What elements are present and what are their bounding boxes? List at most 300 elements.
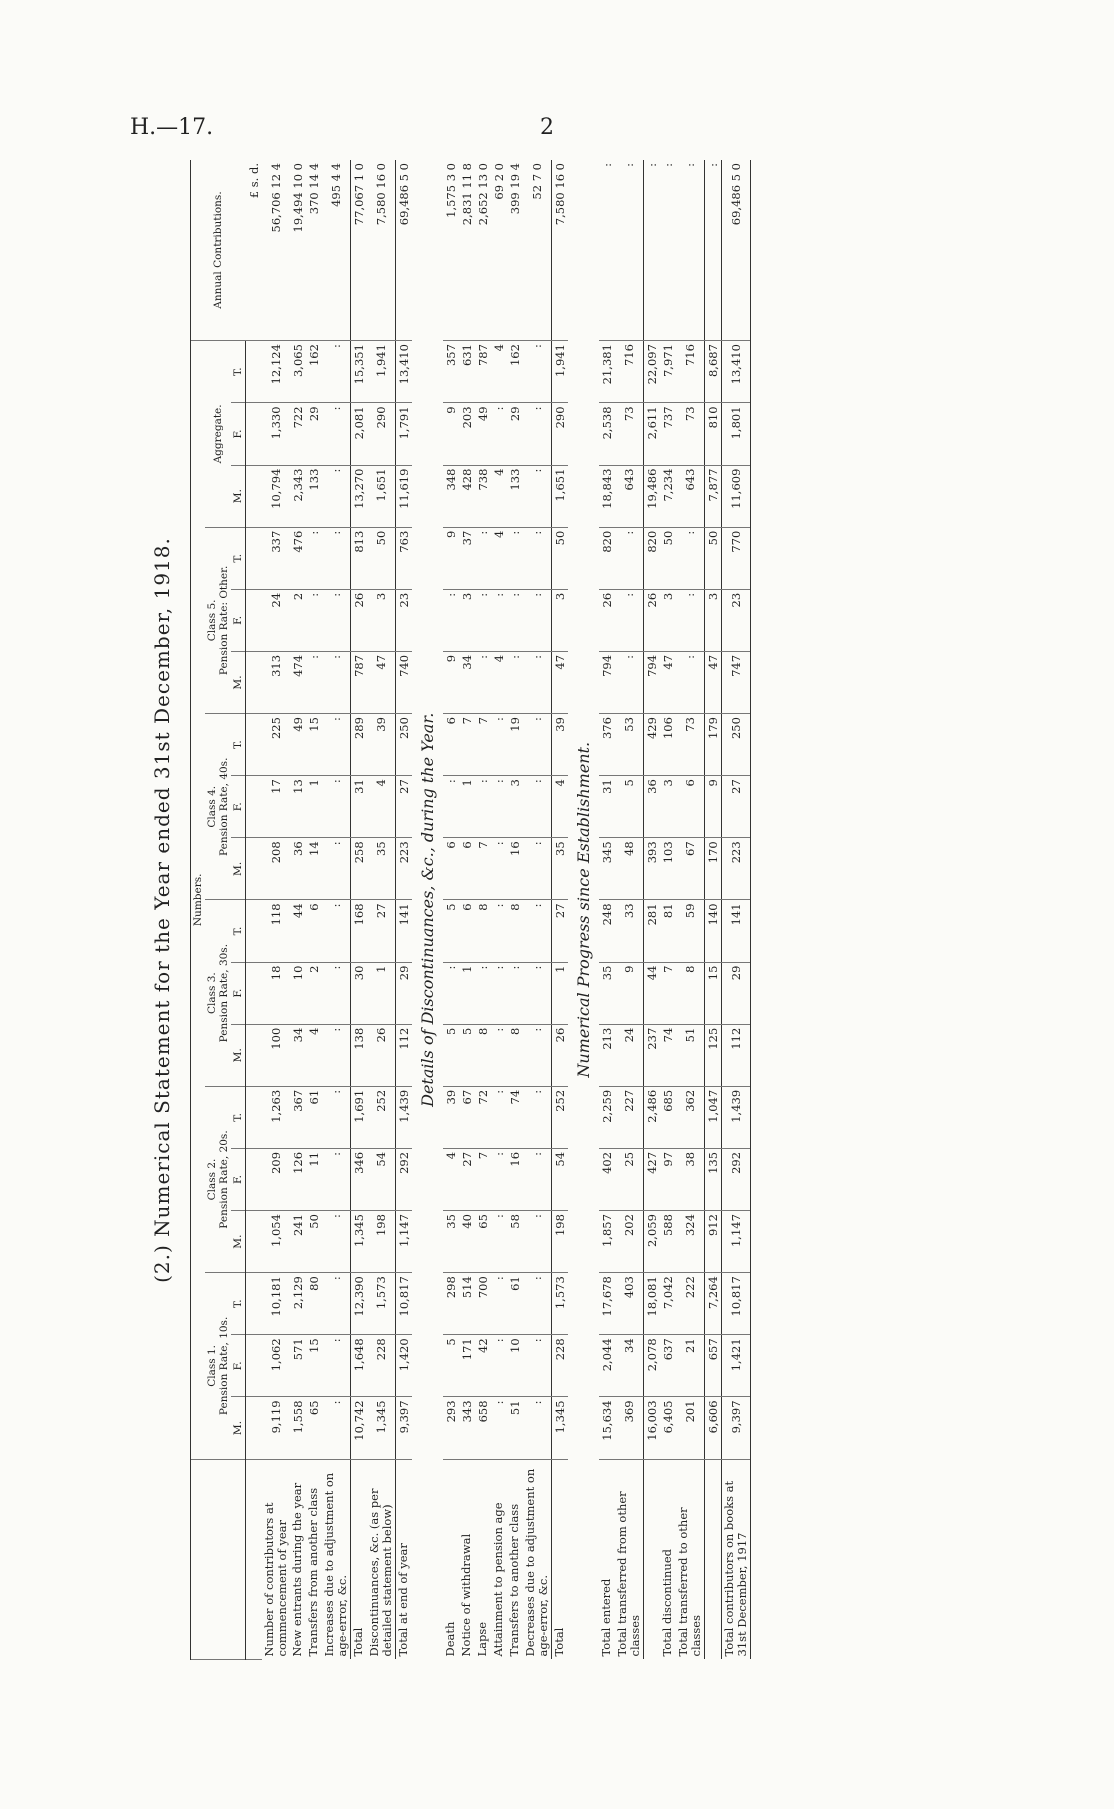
number-cell: 9,397	[721, 1397, 750, 1459]
class-header	[205, 1086, 231, 1272]
number-cell: 222	[676, 1273, 705, 1335]
row-label: Transfers from another class	[306, 1487, 320, 1657]
number-cell: 59	[676, 900, 705, 962]
row-label: Total entered	[599, 1578, 613, 1657]
class-name: Class 5.	[206, 599, 218, 642]
number-cell: 289	[350, 714, 367, 776]
row-label: New entrants during the year	[290, 1482, 304, 1657]
number-cell: 26	[350, 589, 367, 651]
number-cell: 281	[643, 900, 660, 962]
units-cell	[246, 1335, 262, 1397]
number-cell: 39	[443, 1086, 459, 1148]
number-cell: :	[491, 838, 507, 900]
number-cell: :	[322, 589, 351, 651]
number-cell: 1	[306, 776, 322, 838]
row-label: Transfers to another class	[507, 1503, 521, 1657]
number-cell: 747	[721, 651, 750, 713]
number-cell: 26	[599, 589, 615, 651]
class-name: Class 4.	[206, 785, 218, 828]
number-cell: 227	[615, 1086, 644, 1148]
contribution-cell: 1,575 3 0	[443, 160, 459, 341]
number-cell: 1	[551, 962, 568, 1024]
number-cell: 58	[507, 1211, 523, 1273]
number-cell: 1,345	[350, 1211, 367, 1273]
number-cell: :	[523, 651, 552, 713]
number-cell: 133	[507, 465, 523, 527]
number-cell: 3	[551, 589, 568, 651]
number-cell: :	[523, 900, 552, 962]
units-cell	[246, 527, 262, 589]
number-cell: 112	[721, 1024, 750, 1086]
number-cell: 369	[615, 1397, 644, 1459]
number-cell: 179	[704, 714, 721, 776]
number-cell: 8,687	[704, 341, 721, 403]
number-cell: 213	[599, 1024, 615, 1086]
number-cell: 1,801	[721, 403, 750, 465]
number-cell: :	[507, 589, 523, 651]
sex-column-header: T.	[231, 714, 246, 776]
row-label-header	[205, 1459, 231, 1659]
sex-column-header: M.	[231, 465, 246, 527]
class-name: Class 3.	[206, 972, 218, 1015]
number-cell: :	[523, 776, 552, 838]
number-cell: 476	[290, 527, 306, 589]
number-cell: 50	[551, 527, 568, 589]
number-cell: 223	[395, 838, 412, 900]
contribution-cell: 2,652 13 0	[475, 160, 491, 341]
number-cell: 225	[262, 714, 290, 776]
number-cell: 50	[306, 1211, 322, 1273]
row-label: Discontinuances, &c. (as per detailed statement below)	[366, 1488, 394, 1657]
row-label: Total contributors on books at 31st December, 1917	[721, 1459, 750, 1659]
number-cell: 376	[599, 714, 615, 776]
number-cell: 97	[660, 1148, 676, 1210]
number-cell: 1,345	[551, 1397, 568, 1459]
number-cell: 588	[660, 1211, 676, 1273]
contribution-cell: :	[704, 160, 721, 341]
sex-column-header: M.	[231, 1024, 246, 1086]
number-cell: 198	[551, 1211, 568, 1273]
number-cell: :	[491, 1024, 507, 1086]
number-cell: 8	[507, 1024, 523, 1086]
number-cell: 8	[475, 900, 491, 962]
number-cell: 716	[615, 341, 644, 403]
number-cell: 7,234	[660, 465, 676, 527]
table-row	[491, 160, 507, 1660]
number-cell: 810	[704, 403, 721, 465]
number-cell: 21,381	[599, 341, 615, 403]
number-cell: 65	[475, 1211, 491, 1273]
number-cell: :	[322, 714, 351, 776]
number-cell: :	[491, 403, 507, 465]
number-cell: :	[491, 962, 507, 1024]
units-cell	[246, 341, 262, 403]
number-cell: 73	[676, 403, 705, 465]
contribution-cell: :	[643, 160, 660, 341]
number-cell: 1,648	[350, 1335, 367, 1397]
number-cell: 770	[721, 527, 750, 589]
contribution-cell: :	[615, 160, 644, 341]
number-cell: 1,421	[721, 1335, 750, 1397]
number-cell: 1,573	[551, 1273, 568, 1335]
number-cell: 11	[306, 1148, 322, 1210]
number-cell: 716	[676, 341, 705, 403]
number-cell: :	[475, 776, 491, 838]
number-cell: 3	[367, 589, 396, 651]
number-cell: 209	[262, 1148, 290, 1210]
number-cell: :	[443, 776, 459, 838]
number-cell: 700	[475, 1273, 491, 1335]
number-cell: 67	[676, 838, 705, 900]
number-cell: 27	[459, 1148, 475, 1210]
number-cell: 722	[290, 403, 306, 465]
number-cell: 34	[615, 1335, 644, 1397]
number-cell: 39	[367, 714, 396, 776]
number-cell: 252	[367, 1086, 396, 1148]
corner-cell	[191, 1459, 206, 1659]
number-cell: :	[322, 1335, 351, 1397]
number-cell: 44	[643, 962, 660, 1024]
number-cell: 631	[459, 341, 475, 403]
number-cell: 2,129	[290, 1273, 306, 1335]
number-cell: 7,042	[660, 1273, 676, 1335]
number-cell: 36	[290, 838, 306, 900]
number-cell: 13,410	[721, 341, 750, 403]
number-cell: 3	[507, 776, 523, 838]
number-cell: 794	[599, 651, 615, 713]
number-cell: :	[523, 1024, 552, 1086]
sex-column-header: F.	[231, 776, 246, 838]
sex-column-header: F.	[231, 403, 246, 465]
number-cell: 2,044	[599, 1335, 615, 1397]
units-cell	[246, 1024, 262, 1086]
number-cell: :	[322, 1024, 351, 1086]
sex-column-header: T.	[231, 341, 246, 403]
number-cell: 228	[367, 1335, 396, 1397]
number-cell: :	[507, 962, 523, 1024]
number-cell: 250	[395, 714, 412, 776]
number-cell: 29	[306, 403, 322, 465]
number-cell: 343	[459, 1397, 475, 1459]
number-cell: 1,147	[395, 1211, 412, 1273]
number-cell: 16	[507, 1148, 523, 1210]
number-cell: 6,606	[704, 1397, 721, 1459]
number-cell: 54	[367, 1148, 396, 1210]
number-cell: 12,124	[262, 341, 290, 403]
number-cell: 33	[615, 900, 644, 962]
number-cell: 738	[475, 465, 491, 527]
number-cell: 1,330	[262, 403, 290, 465]
number-cell: :	[322, 1148, 351, 1210]
number-cell: 15	[306, 714, 322, 776]
number-cell: 324	[676, 1211, 705, 1273]
units-cell	[246, 1148, 262, 1210]
units-cell	[246, 900, 262, 962]
number-cell: 13,410	[395, 341, 412, 403]
number-cell: 126	[290, 1148, 306, 1210]
number-cell: 428	[459, 465, 475, 527]
number-cell: :	[523, 589, 552, 651]
number-cell: 22,097	[643, 341, 660, 403]
number-cell: :	[523, 838, 552, 900]
number-cell: 170	[704, 838, 721, 900]
number-cell: :	[523, 1086, 552, 1148]
number-cell: 1,651	[551, 465, 568, 527]
units-cell	[246, 589, 262, 651]
number-cell: 10	[290, 962, 306, 1024]
number-cell: :	[676, 589, 705, 651]
number-cell: 13	[290, 776, 306, 838]
row-label: Lapse	[475, 1621, 489, 1657]
table-row	[367, 160, 396, 1660]
number-cell: 31	[599, 776, 615, 838]
number-cell: 133	[306, 465, 322, 527]
number-cell: 7	[475, 714, 491, 776]
number-cell: 34	[290, 1024, 306, 1086]
number-cell: 141	[721, 900, 750, 962]
number-cell: :	[475, 589, 491, 651]
table-row	[643, 160, 660, 1660]
number-cell: 1,147	[721, 1211, 750, 1273]
number-cell: 24	[615, 1024, 644, 1086]
number-cell: 362	[676, 1086, 705, 1148]
units-cell	[246, 651, 262, 713]
number-cell: :	[523, 1148, 552, 1210]
number-cell: :	[615, 527, 644, 589]
number-cell: 5	[459, 1024, 475, 1086]
row-label: Number of contributors at commencement of year	[261, 1502, 289, 1657]
number-cell: 8	[475, 1024, 491, 1086]
number-cell: 5	[443, 900, 459, 962]
document-reference: H.—17.	[130, 115, 214, 140]
class-header	[205, 341, 231, 528]
number-cell: 292	[721, 1148, 750, 1210]
class-name: Class 2.	[206, 1158, 218, 1201]
number-cell: 10,742	[350, 1397, 367, 1459]
contribution-cell: 495 4 4	[322, 160, 351, 341]
contribution-cell: :	[660, 160, 676, 341]
number-cell: 571	[290, 1335, 306, 1397]
row-label: Total	[551, 1459, 568, 1659]
sex-column-header: F.	[231, 1148, 246, 1210]
number-cell: 787	[475, 341, 491, 403]
contribution-cell: 19,494 10 0	[290, 160, 306, 341]
number-cell: 29	[721, 962, 750, 1024]
number-cell: 1	[459, 776, 475, 838]
units-cell	[246, 838, 262, 900]
number-cell: 2	[306, 962, 322, 1024]
number-cell: :	[322, 403, 351, 465]
number-cell: :	[322, 838, 351, 900]
number-cell: 27	[395, 776, 412, 838]
number-cell: 12,390	[350, 1273, 367, 1335]
number-cell: 18,081	[643, 1273, 660, 1335]
number-cell: 763	[395, 527, 412, 589]
number-cell: 9	[443, 527, 459, 589]
number-cell: 6	[459, 838, 475, 900]
table-row	[676, 160, 705, 1660]
number-cell: 1	[459, 962, 475, 1024]
number-cell: 29	[395, 962, 412, 1024]
number-cell: :	[523, 1273, 552, 1335]
row-label: Increases due to adjustment on age-error, &c.	[321, 1472, 349, 1657]
number-cell: 6	[443, 714, 459, 776]
number-cell: :	[322, 900, 351, 962]
number-cell: :	[322, 1086, 351, 1148]
units-cell	[246, 1273, 262, 1335]
number-cell: 26	[367, 1024, 396, 1086]
number-cell: :	[507, 527, 523, 589]
class-rate: Pension Rate, 30s.	[218, 943, 230, 1043]
number-cell: 51	[507, 1397, 523, 1459]
row-label-subheader	[231, 1459, 246, 1659]
number-cell: 203	[459, 403, 475, 465]
units-cell	[246, 403, 262, 465]
number-cell: 19,486	[643, 465, 660, 527]
number-cell: :	[491, 714, 507, 776]
number-cell: 10,817	[395, 1273, 412, 1335]
number-cell: 4	[491, 465, 507, 527]
statement-title: (2.) Numerical Statement for the Year ended 31st December, 1918.	[150, 537, 174, 1283]
sex-column-header: T.	[231, 1273, 246, 1335]
number-cell: 15,634	[599, 1397, 615, 1459]
number-cell: :	[523, 465, 552, 527]
number-cell: 11,619	[395, 465, 412, 527]
number-cell: 25	[615, 1148, 644, 1210]
number-cell: 37	[459, 527, 475, 589]
number-cell: 1,263	[262, 1086, 290, 1148]
number-cell: :	[306, 527, 322, 589]
number-cell: :	[491, 900, 507, 962]
contribution-cell: :	[599, 160, 615, 341]
table-row	[322, 160, 351, 1660]
number-cell: 6	[459, 900, 475, 962]
number-cell: 643	[615, 465, 644, 527]
number-cell: 13,270	[350, 465, 367, 527]
number-cell: 3,065	[290, 341, 306, 403]
units-cell	[246, 776, 262, 838]
table-row	[443, 160, 459, 1660]
number-cell: 9	[704, 776, 721, 838]
number-cell: 1,439	[395, 1086, 412, 1148]
number-cell: 4	[367, 776, 396, 838]
number-cell: 348	[443, 465, 459, 527]
number-cell: :	[322, 1273, 351, 1335]
table-row	[721, 160, 750, 1660]
number-cell: 26	[643, 589, 660, 651]
number-cell: :	[523, 1397, 552, 1459]
number-cell: 106	[660, 714, 676, 776]
number-cell: 290	[551, 403, 568, 465]
number-cell: 643	[676, 465, 705, 527]
units-spacer	[246, 1459, 262, 1659]
number-cell: 208	[262, 838, 290, 900]
number-cell: 820	[599, 527, 615, 589]
number-cell: :	[615, 651, 644, 713]
table-row	[290, 160, 306, 1660]
number-cell: 241	[290, 1211, 306, 1273]
number-cell: 4	[491, 651, 507, 713]
contribution-cell: 52 7 0	[523, 160, 552, 341]
table-row	[599, 160, 615, 1660]
number-cell: 248	[599, 900, 615, 962]
number-cell: 7,877	[704, 465, 721, 527]
number-cell: 15	[306, 1335, 322, 1397]
number-cell: 17	[262, 776, 290, 838]
number-cell: 1,420	[395, 1335, 412, 1397]
number-cell: 6,405	[660, 1397, 676, 1459]
contribution-cell: 7,580 16 0	[367, 160, 396, 341]
number-cell: 2,259	[599, 1086, 615, 1148]
number-cell: 50	[704, 527, 721, 589]
number-cell: 35	[443, 1211, 459, 1273]
number-cell: 737	[660, 403, 676, 465]
number-cell: 1,439	[721, 1086, 750, 1148]
number-cell: :	[322, 1211, 351, 1273]
number-cell: 10,181	[262, 1273, 290, 1335]
number-cell: 292	[395, 1148, 412, 1210]
class-header	[205, 714, 231, 900]
units-cell	[246, 1086, 262, 1148]
number-cell: :	[491, 1335, 507, 1397]
table-row	[262, 160, 290, 1660]
number-cell: 162	[507, 341, 523, 403]
contribution-cell: 56,706 12 4	[262, 160, 290, 341]
number-cell: 1,573	[367, 1273, 396, 1335]
number-cell: :	[322, 776, 351, 838]
number-cell: 35	[599, 962, 615, 1024]
number-cell: 198	[367, 1211, 396, 1273]
number-cell: 7	[660, 962, 676, 1024]
sex-column-header: M.	[231, 838, 246, 900]
number-cell: 2,078	[643, 1335, 660, 1397]
class-rate: Pension Rate, 10s.	[218, 1316, 230, 1416]
number-cell: 10,817	[721, 1273, 750, 1335]
number-cell: 73	[676, 714, 705, 776]
number-cell: 10	[507, 1335, 523, 1397]
table-row	[350, 160, 367, 1660]
number-cell: 202	[615, 1211, 644, 1273]
class-rate: Pension Rate, 40s.	[218, 757, 230, 856]
number-cell: 100	[262, 1024, 290, 1086]
table-row	[551, 160, 568, 1660]
number-cell: 7	[475, 1148, 491, 1210]
number-cell: 73	[615, 403, 644, 465]
number-cell: 27	[367, 900, 396, 962]
number-cell: :	[475, 962, 491, 1024]
number-cell: 427	[643, 1148, 660, 1210]
number-cell: 2,059	[643, 1211, 660, 1273]
number-cell: 112	[395, 1024, 412, 1086]
number-cell: :	[491, 776, 507, 838]
row-label: Decreases due to adjustment on age-error, &c.	[522, 1468, 550, 1657]
number-cell: :	[523, 962, 552, 1024]
table-row	[395, 160, 412, 1660]
number-cell: 657	[704, 1335, 721, 1397]
contribution-cell: 69,486 5 0	[721, 160, 750, 341]
units-cell	[246, 714, 262, 776]
number-cell: 4	[551, 776, 568, 838]
number-cell: 1,054	[262, 1211, 290, 1273]
number-cell: 258	[350, 838, 367, 900]
number-cell: 5	[443, 1335, 459, 1397]
number-cell: 474	[290, 651, 306, 713]
section-heading-row	[568, 160, 599, 1660]
number-cell: 250	[721, 714, 750, 776]
number-cell: 35	[367, 838, 396, 900]
row-label	[704, 1459, 721, 1659]
number-cell: 1,941	[367, 341, 396, 403]
